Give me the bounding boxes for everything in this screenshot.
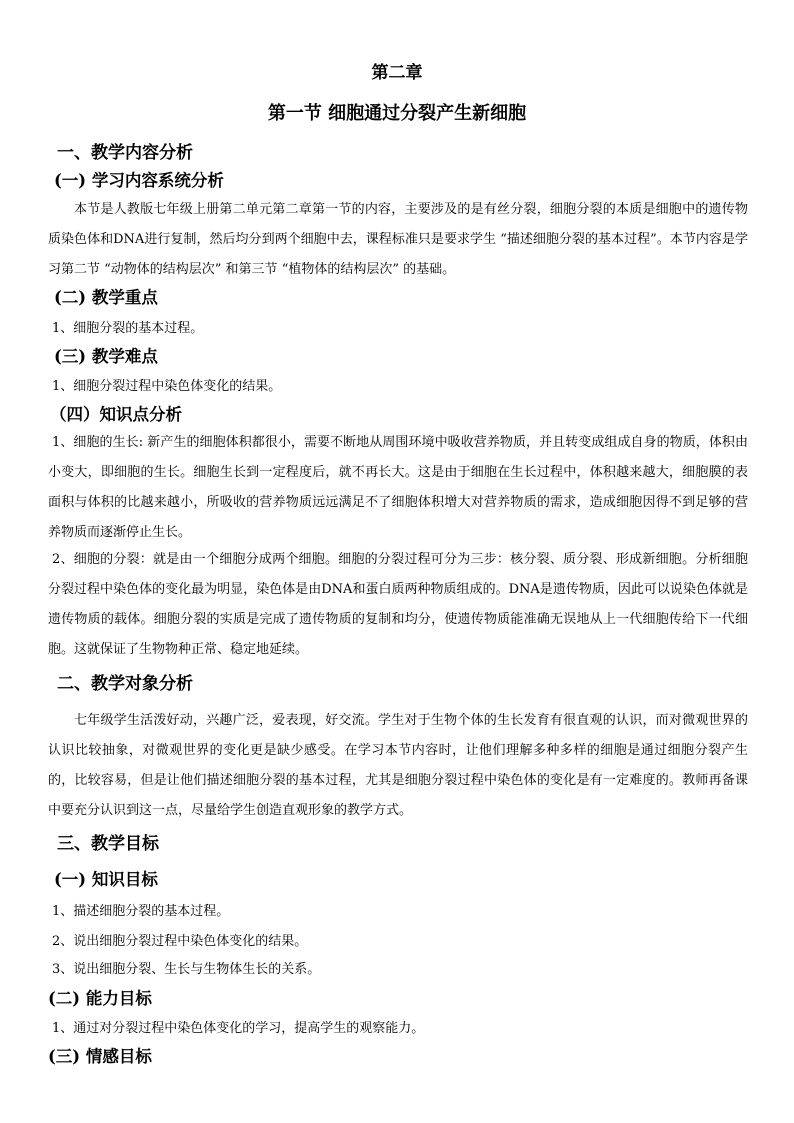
subheading-ability-objectives: (二) 能力目标 <box>48 989 152 1008</box>
list-item-knowledge-2: 2、说出细胞分裂过程中染色体变化的结果。 <box>52 934 308 949</box>
chapter-title: 第二章 <box>371 63 423 83</box>
list-item-knowledge-1: 1、描述细胞分裂的基本过程。 <box>52 904 230 919</box>
list-item-ability-1: 1、通过对分裂过程中染色体变化的学习，提高学生的观察能力。 <box>52 1021 425 1036</box>
list-item-knowledge-3: 3、说出细胞分裂、生长与生物体生长的关系。 <box>52 962 321 977</box>
section-title: 第一节 细胞通过分裂产生新细胞 <box>267 103 527 124</box>
list-item-difficulty-1: 1、细胞分裂过程中染色体变化的结果。 <box>52 379 282 394</box>
paragraph-cell-division: 2、细胞的分裂：就是由一个细胞分成两个细胞。细胞的分裂过程可分为三步：核分裂、质分裂、形成新细胞。分析细胞分裂过程中染色体的变化最为明显，染色体是由DNA和蛋白质两种物质组成的。DNA是遗传物质，因此可以说染色体就是遗传物质的载体。细胞分裂的实质是完成了遗传物质的复制和均分，使遗传物质能准确无误地从上一代细胞传给下一代细胞。这就保证了生物物种正常、稳定地延续。 <box>48 552 748 657</box>
paragraph-cell-growth: 1、细胞的生长: 新产生的细胞体积都很小，需要不断地从周围环境中吸收营养物质，并且转变成组成自身的物质，体积由小变大，即细胞的生长。细胞生长到一定程度后，就不再长大。这是由于细胞在生长过程中，体积越来越大，细胞膜的表面积与体积的比越来越小，所吸收的营养物质远远满足不了细胞体积增大对营养物质的需求，造成细胞因得不到足够的营养物质而逐渐停止生长。 <box>48 435 748 540</box>
paragraph-student-analysis: 七年级学生活泼好动，兴趣广泛，爱表现，好交流。学生对于生物个体的生长发育有很直观的认识，而对微观世界的认识比较抽象，对微观世界的变化更是缺少感受。在学习本节内容时，让他们理解多种多样的细胞是通过细胞分裂产生的，比较容易，但是让他们描述细胞分裂的基本过程，尤其是细胞分裂过程中染色体的变化是有一定难度的。教师再备课中要充分认识到这一点，尽量给学生创造直观形象的教学方式。 <box>48 713 748 818</box>
subheading-teaching-focus: (二) 教学重点 <box>54 288 158 307</box>
subheading-knowledge-points: （四）知识点分析 <box>50 405 182 424</box>
heading-teaching-objectives: 三、教学目标 <box>57 834 159 854</box>
list-item-focus-1: 1、细胞分裂的基本过程。 <box>52 321 204 336</box>
subheading-knowledge-objectives: (一) 知识目标 <box>54 870 158 889</box>
subheading-content-system-analysis: (一) 学习内容系统分析 <box>54 171 224 190</box>
heading-student-analysis: 二、教学对象分析 <box>57 674 193 694</box>
subheading-teaching-difficulty: (三) 教学难点 <box>54 347 158 366</box>
heading-teaching-content-analysis: 一、教学内容分析 <box>57 143 193 163</box>
subheading-emotional-objectives: (三) 情感目标 <box>48 1047 152 1066</box>
paragraph-content-analysis: 本节是人教版七年级上册第二单元第二章第一节的内容，主要涉及的是有丝分裂，细胞分裂的本质是细胞中的遗传物质染色体和DNA进行复制，然后均分到两个细胞中去，课程标准只是要求学生 “描述细胞分裂的基本过程”。本节内容是学习第二节 “动物体的结构层次” 和第三节 “植物体的结构层次” 的基础。 <box>48 202 748 277</box>
